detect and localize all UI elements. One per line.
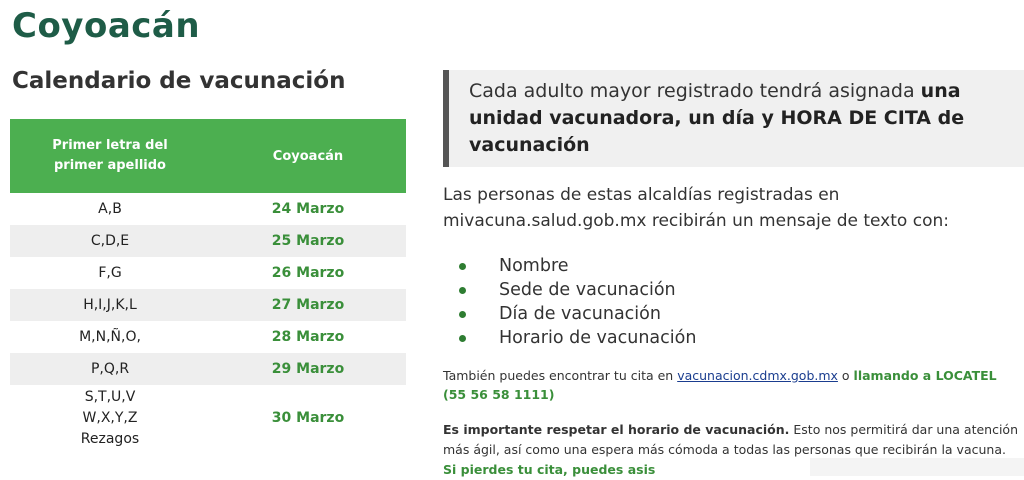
video-overlay bbox=[810, 458, 1024, 476]
table-row bbox=[10, 353, 406, 385]
calendar-heading: Calendario de vacunación bbox=[12, 68, 346, 94]
list-item bbox=[455, 254, 696, 278]
table-row bbox=[10, 321, 406, 353]
list-item bbox=[455, 278, 696, 302]
row-date: 25 Marzo bbox=[271, 233, 345, 249]
bullet-icon bbox=[459, 287, 466, 294]
row-letters: A,B bbox=[98, 201, 122, 217]
header-first-letter: Primer letra del primer apellido bbox=[52, 138, 168, 173]
table-row bbox=[10, 385, 406, 451]
list-item bbox=[455, 302, 696, 326]
callout-bold: una unidad vacunadora, un día y HORA DE CITA de vacunación bbox=[469, 80, 965, 156]
important-normal: Esto nos permitirá dar una atención más ágil, así como una espera más cómoda a todas las personas que recibirán la vacuna. bbox=[443, 422, 1018, 457]
vacunacion-link[interactable]: vacunacion.cdmx.gob.mx bbox=[677, 368, 838, 383]
important-bold: Es importante respetar el horario de vacunación. bbox=[443, 422, 790, 437]
row-letters: P,Q,R bbox=[90, 361, 130, 377]
table-body bbox=[10, 193, 406, 451]
locatel-note bbox=[443, 366, 1003, 404]
page-title: Coyoacán bbox=[12, 6, 201, 46]
list-item-label: Horario de vacunación bbox=[499, 328, 697, 348]
row-letters: S,T,U,V W,X,Y,Z Rezagos bbox=[80, 388, 140, 447]
callout-text bbox=[469, 78, 1009, 159]
table-row bbox=[10, 257, 406, 289]
vaccination-calendar-table bbox=[10, 119, 406, 451]
row-date: 26 Marzo bbox=[271, 265, 345, 281]
row-date: 29 Marzo bbox=[271, 361, 345, 377]
appointment-callout bbox=[443, 70, 1024, 167]
row-letters: F,G bbox=[98, 265, 122, 281]
row-date: 28 Marzo bbox=[271, 329, 345, 345]
row-letters: M,N,Ñ,O, bbox=[79, 329, 141, 345]
table-row bbox=[10, 193, 406, 225]
row-letters: C,D,E bbox=[90, 233, 130, 249]
table-row bbox=[10, 289, 406, 321]
bullet-icon bbox=[459, 263, 466, 270]
sms-intro: Las personas de estas alcaldías registradas en mivacuna.salud.gob.mx recibirán un mensaje de texto con: bbox=[443, 185, 949, 231]
list-item bbox=[455, 326, 696, 350]
row-date: 24 Marzo bbox=[271, 201, 345, 217]
list-item-label: Día de vacunación bbox=[499, 304, 661, 324]
header-coyoacan: Coyoacán bbox=[272, 148, 344, 164]
row-date: 30 Marzo bbox=[271, 410, 345, 426]
row-date: 27 Marzo bbox=[271, 297, 345, 313]
also-prefix: También puedes encontrar tu cita en bbox=[443, 368, 678, 383]
bullet-icon bbox=[459, 311, 466, 318]
list-item-label: Sede de vacunación bbox=[499, 280, 676, 300]
locatel-phone: llamando a LOCATEL (55 56 58 1111) bbox=[443, 368, 997, 402]
table-row bbox=[10, 225, 406, 257]
callout-normal: Cada adulto mayor registrado tendrá asignada bbox=[469, 80, 921, 102]
sms-contents-list bbox=[455, 254, 696, 350]
row-letters: H,I,J,K,L bbox=[83, 297, 137, 313]
bullet-icon bbox=[459, 335, 466, 342]
list-item-label: Nombre bbox=[499, 256, 569, 276]
also-middle: o bbox=[837, 368, 854, 383]
important-green: Si pierdes tu cita, puedes asis bbox=[443, 462, 656, 477]
table-header bbox=[10, 119, 406, 193]
